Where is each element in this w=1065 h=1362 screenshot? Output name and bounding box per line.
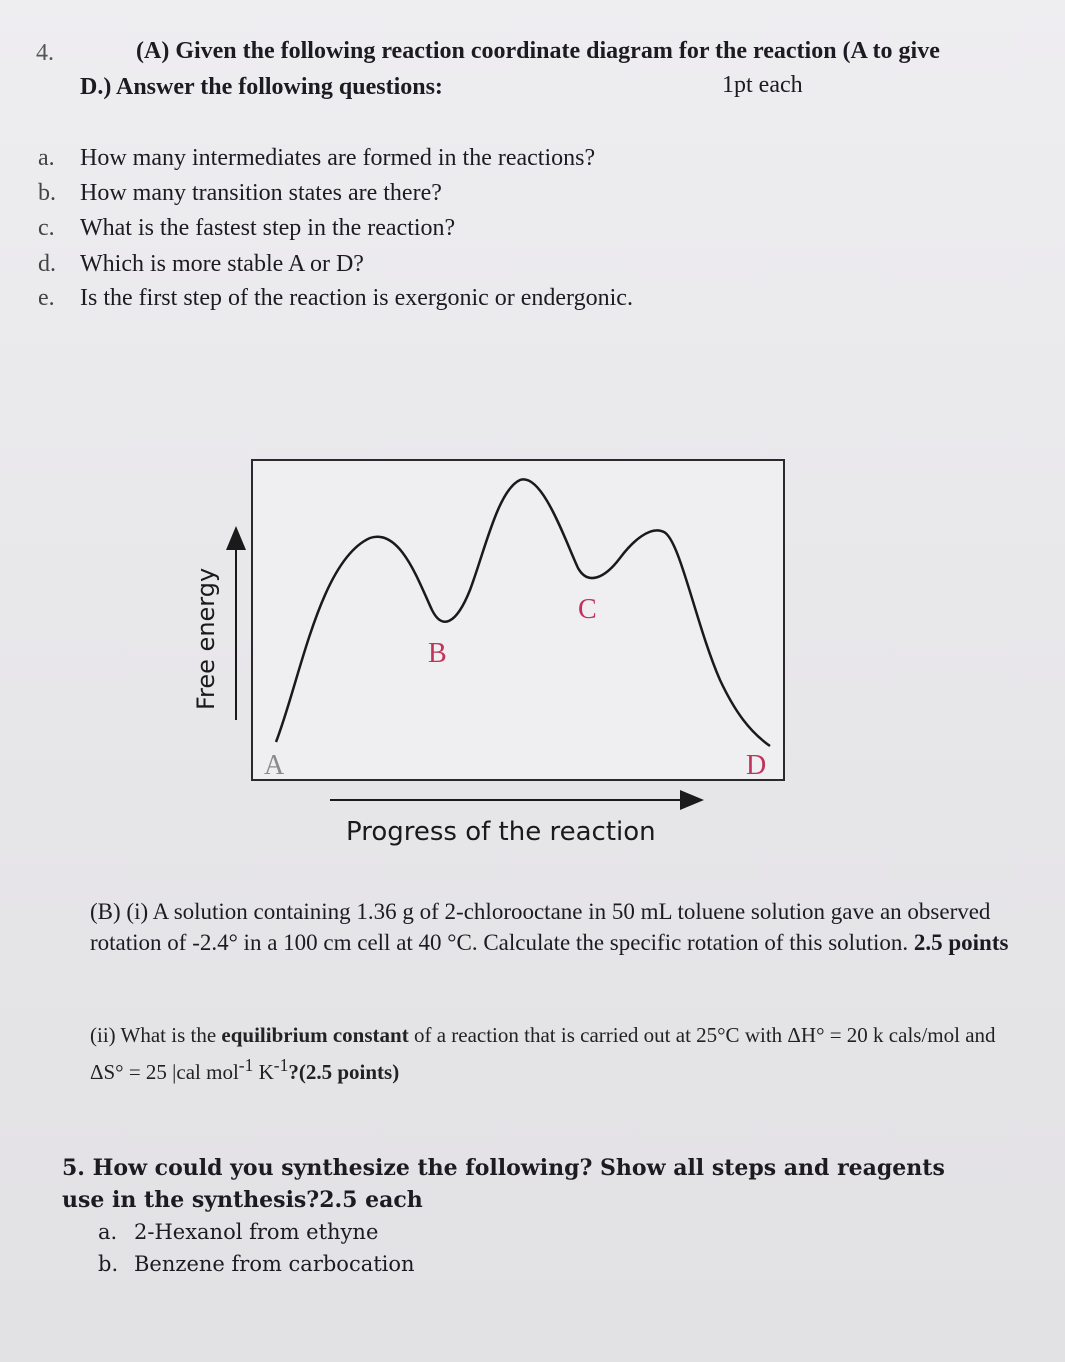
subquestion-d [38, 251, 364, 278]
part-b-ii-points: ?(2.5 points) [288, 1060, 400, 1084]
part-b-ii [90, 1020, 1020, 1087]
subquestion-text: What is the fastest step in the reaction? [80, 215, 456, 241]
subquestion-a [38, 145, 595, 172]
question-4-heading-line2: D.) Answer the following questions: [80, 74, 443, 100]
part-b-ii-k: K [253, 1060, 274, 1084]
x-axis-label: Progress of the reaction [346, 817, 656, 847]
question-4-heading-line1: (A) Given the following reaction coordinate diagram for the reaction (A to give [136, 38, 940, 64]
question-4-points: 1pt each [722, 72, 803, 98]
part-b-i-text: (B) (i) A solution containing 1.36 g of 2-chlorooctane in 50 mL toluene solution gave an observed rotation of -2.4° in a 100 cm cell at 40 °C. Calculate the specific rotation of this solution. [90, 899, 991, 955]
point-label-d: D [746, 750, 767, 781]
reaction-coordinate-diagram [180, 450, 800, 870]
question-5-heading: 5. How could you synthesize the following? Show all steps and reagents use in the synthesis?2.5 each [62, 1155, 945, 1213]
subquestion-letter: b. [38, 180, 56, 206]
subquestion-b [38, 180, 442, 207]
part-b-ii-prefix: (ii) What is the [90, 1023, 222, 1047]
item-letter: a. [98, 1220, 118, 1244]
part-b-i-points: 2.5 points [913, 930, 1009, 955]
part-b-ii-suffix: of a reaction that is carried out at 25°C with ΔH° = 20 k cals/mol and ΔS° = 25 |cal mol [90, 1023, 996, 1084]
item-letter: b. [98, 1252, 119, 1276]
item-text: Benzene from carbocation [134, 1252, 415, 1276]
y-axis-label: Free energy [192, 567, 220, 710]
subquestion-c [38, 215, 455, 242]
subquestion-text: How many intermediates are formed in the reactions? [80, 145, 596, 171]
question-5-item-b [98, 1252, 415, 1276]
item-text: 2-Hexanol from ethyne [134, 1220, 379, 1244]
part-b-ii-sup2: -1 [273, 1055, 289, 1075]
diagram-frame [252, 460, 784, 780]
point-label-a: A [264, 750, 285, 781]
point-label-b: B [428, 638, 447, 669]
part-b-ii-bold: equilibrium constant [221, 1023, 409, 1047]
question-4-number: 4. [36, 40, 54, 66]
subquestion-text: Is the first step of the reaction is exergonic or endergonic. [80, 285, 633, 311]
part-b-i [90, 896, 1010, 958]
point-label-c: C [578, 594, 597, 625]
subquestion-letter: a. [38, 145, 55, 171]
subquestion-letter: c. [38, 215, 55, 241]
subquestion-letter: e. [38, 285, 55, 311]
part-b-ii-sup1: -1 [238, 1055, 254, 1075]
diagram-svg [180, 450, 800, 870]
question-5-item-a [98, 1220, 378, 1244]
subquestion-text: Which is more stable A or D? [80, 251, 364, 277]
subquestion-text: How many transition states are there? [80, 180, 442, 206]
subquestion-e [38, 285, 633, 312]
subquestion-letter: d. [38, 251, 56, 277]
